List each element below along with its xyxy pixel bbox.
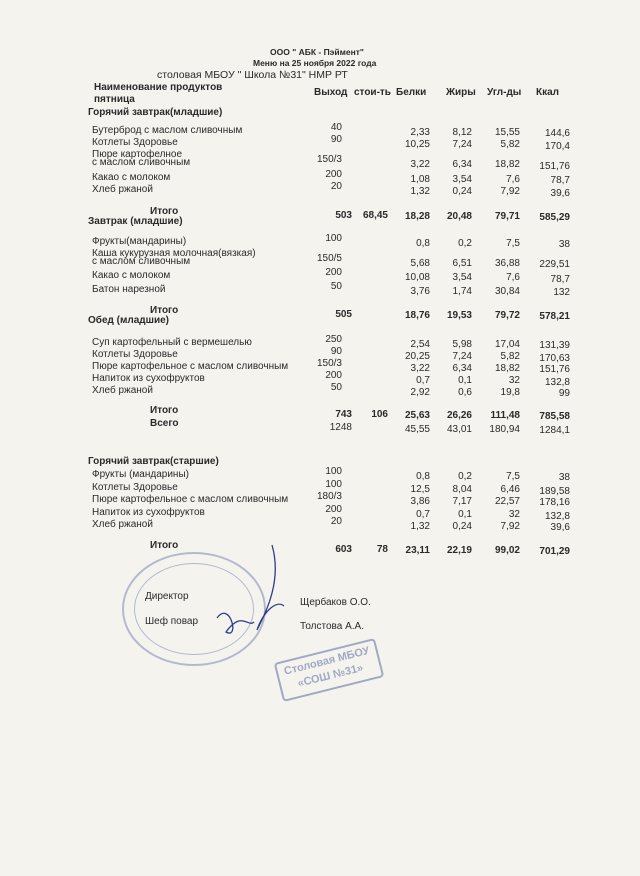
dish-kcal: 132,8	[544, 377, 570, 388]
dish-fat: 7,24	[452, 351, 472, 362]
dish-output: 50	[330, 281, 342, 292]
total-label: Итого	[150, 540, 179, 551]
dish-protein: 3,86	[410, 496, 430, 507]
dish-protein: 3,76	[410, 286, 430, 297]
total-protein: 23,11	[405, 545, 430, 556]
section-title: Обед (младшие)	[88, 315, 170, 326]
col-protein: Белки	[396, 87, 427, 98]
col-day: пятница	[94, 94, 135, 105]
dish-carbs: 7,5	[506, 471, 520, 482]
grand-kcal: 1284,1	[539, 425, 570, 436]
chef-label: Шеф повар	[145, 616, 199, 627]
dish-fat: 6,51	[452, 258, 472, 269]
dish-output: 90	[330, 134, 342, 145]
dish-output: 200	[325, 169, 342, 180]
total-label: Итого	[150, 305, 179, 316]
dish-protein: 12,5	[410, 484, 430, 495]
total-fat: 22,19	[446, 545, 472, 556]
col-name: Наименование продуктов	[94, 82, 223, 93]
total-cost: 106	[371, 409, 388, 420]
dish-protein: 1,32	[410, 521, 430, 532]
col-cost: стои-ть	[354, 87, 391, 98]
dish-kcal: 132,8	[544, 511, 570, 522]
dish-output: 180/3	[316, 491, 342, 502]
dish-fat: 6,34	[452, 363, 472, 374]
dish-carbs: 6,46	[500, 484, 520, 495]
dish-name: Хлеб ржаной	[92, 184, 153, 195]
dish-kcal: 38	[558, 239, 570, 250]
grand-protein: 45,55	[404, 424, 430, 435]
dish-output: 100	[325, 233, 342, 244]
total-output: 603	[335, 544, 352, 555]
total-fat: 26,26	[446, 410, 472, 421]
total-carbs: 111,48	[490, 410, 520, 421]
dish-name: Напиток из сухофруктов	[92, 373, 205, 384]
dish-output: 150/3	[316, 358, 342, 369]
dish-output: 200	[325, 370, 342, 381]
menu-date: Меню на 25 ноября 2022 года	[253, 58, 377, 68]
dish-protein: 1,08	[410, 174, 430, 185]
grand-fat: 43,01	[446, 424, 472, 435]
dish-name: Суп картофельный с вермешелью	[92, 337, 252, 348]
dish-fat: 1,74	[452, 286, 472, 297]
total-fat: 19,53	[446, 310, 472, 321]
dish-carbs: 32	[508, 509, 520, 520]
dish-kcal: 170,63	[539, 353, 570, 364]
section-title: Горячий завтрак(старшие)	[88, 456, 219, 467]
dish-name: Котлеты Здоровье	[92, 137, 178, 148]
dish-name: Пюре картофельное с маслом сливочным	[92, 361, 289, 372]
total-fat: 20,48	[446, 211, 472, 222]
dish-name: Фрукты (мандарины)	[92, 469, 189, 480]
grand-output: 1248	[329, 422, 352, 433]
dish-carbs: 7,6	[506, 174, 520, 185]
dish-carbs: 30,84	[494, 286, 520, 297]
dish-output: 20	[330, 181, 342, 192]
grand-carbs: 180,94	[489, 424, 520, 435]
dish-protein: 5,68	[410, 258, 430, 269]
dish-carbs: 7,5	[506, 238, 520, 249]
dish-output: 150/5	[316, 253, 342, 264]
dish-name: Какао с молоком	[92, 270, 171, 281]
section-title: Завтрак (младшие)	[88, 216, 183, 227]
section-title: Горячий завтрак(младшие)	[88, 107, 223, 118]
dish-fat: 5,98	[452, 339, 472, 350]
dish-name: Хлеб ржаной	[92, 519, 153, 530]
dish-name: Какао с молоком	[92, 172, 171, 183]
total-carbs: 79,71	[494, 211, 520, 222]
dish-carbs: 7,6	[506, 272, 520, 283]
dish-fat: 3,54	[452, 272, 472, 283]
dish-name: Котлеты Здоровье	[92, 349, 178, 360]
dish-protein: 3,22	[410, 363, 430, 374]
dish-fat: 8,04	[452, 484, 472, 495]
total-kcal: 701,29	[539, 546, 570, 557]
dish-carbs: 5,82	[500, 139, 520, 150]
dish-kcal: 38	[558, 472, 570, 483]
dish-carbs: 5,82	[500, 351, 520, 362]
dish-protein: 3,22	[410, 159, 430, 170]
dish-output: 50	[330, 382, 342, 393]
dish-protein: 1,32	[410, 186, 430, 197]
dish-name: Пюре картофелное	[92, 149, 183, 160]
total-protein: 18,28	[404, 211, 430, 222]
dish-output: 100	[325, 466, 342, 477]
dish-kcal: 39,6	[550, 188, 570, 199]
dish-fat: 0,6	[458, 387, 472, 398]
dish-carbs: 7,92	[500, 186, 520, 197]
total-protein: 25,63	[404, 410, 430, 421]
dish-fat: 8,12	[452, 127, 472, 138]
director-label: Директор	[145, 591, 189, 602]
dish-output: 100	[325, 479, 342, 490]
total-label: Итого	[150, 206, 179, 217]
dish-output: 40	[330, 122, 342, 133]
dish-kcal: 39,6	[550, 522, 570, 533]
dish-fat: 7,17	[452, 496, 472, 507]
dish-output: 20	[330, 516, 342, 527]
dish-name: с маслом сливочным	[92, 256, 191, 267]
total-carbs: 99,02	[494, 545, 520, 556]
dish-kcal: 178,16	[539, 497, 570, 508]
col-kcal: Ккал	[536, 87, 560, 98]
total-cost: 78	[376, 544, 388, 555]
dish-carbs: 32	[508, 375, 520, 386]
total-kcal: 785,58	[539, 411, 570, 422]
dish-output: 200	[325, 504, 342, 515]
dish-output: 90	[330, 346, 342, 357]
dish-protein: 2,33	[410, 127, 430, 138]
col-output: Выход	[314, 87, 348, 98]
dish-name: Бутерброд с маслом сливочным	[92, 125, 243, 136]
total-kcal: 578,21	[539, 311, 570, 322]
dish-carbs: 18,82	[494, 159, 520, 170]
grand-total-label: Всего	[150, 418, 179, 429]
dish-kcal: 131,39	[539, 340, 570, 351]
dish-name: Котлеты Здоровье	[92, 482, 178, 493]
col-carbs: Угл-ды	[487, 87, 522, 98]
canteen-stamp: Столовая МБОУ «СОШ №31»	[274, 638, 385, 702]
dish-output: 250	[325, 334, 342, 345]
dish-fat: 3,54	[452, 174, 472, 185]
dish-fat: 6,34	[452, 159, 472, 170]
dish-carbs: 17,04	[494, 339, 520, 350]
dish-carbs: 19,8	[500, 387, 520, 398]
dish-kcal: 144,6	[544, 128, 570, 139]
dish-fat: 0,2	[458, 238, 472, 249]
dish-name: Фрукты(мандарины)	[92, 236, 187, 247]
dish-protein: 0,8	[416, 471, 430, 482]
total-label: Итого	[150, 405, 179, 416]
dish-name: Напиток из сухофруктов	[92, 507, 205, 518]
dish-fat: 0,1	[458, 509, 472, 520]
dish-kcal: 189,58	[539, 486, 570, 497]
signature-scribble	[212, 540, 302, 640]
dish-kcal: 78,7	[550, 175, 570, 186]
dish-output: 200	[325, 267, 342, 278]
dish-protein: 0,7	[416, 375, 430, 386]
dish-protein: 0,8	[416, 238, 430, 249]
total-cost: 68,45	[362, 210, 388, 221]
total-output: 503	[335, 210, 352, 221]
dish-protein: 0,7	[416, 509, 430, 520]
dish-name: с маслом сливочным	[92, 157, 191, 168]
dish-carbs: 18,82	[494, 363, 520, 374]
total-output: 505	[335, 309, 352, 320]
dish-carbs: 15,55	[494, 127, 520, 138]
school-name: столовая МБОУ " Школа №31" НМР РТ	[157, 69, 348, 81]
total-carbs: 79,72	[494, 310, 520, 321]
director-name: Щербаков О.О.	[300, 597, 371, 608]
dish-protein: 10,25	[404, 139, 430, 150]
dish-fat: 0,24	[452, 521, 472, 532]
total-kcal: 585,29	[539, 212, 570, 223]
total-protein: 18,76	[404, 310, 430, 321]
dish-protein: 20,25	[404, 351, 430, 362]
dish-kcal: 151,76	[539, 364, 570, 375]
dish-protein: 2,54	[410, 339, 430, 350]
dish-carbs: 22,57	[494, 496, 520, 507]
dish-carbs: 36,88	[494, 258, 520, 269]
dish-protein: 10,08	[404, 272, 430, 283]
chef-name: Толстова А.А.	[300, 621, 364, 632]
dish-fat: 7,24	[452, 139, 472, 150]
dish-name: Пюре картофельное с маслом сливочным	[92, 494, 289, 505]
org-name: ООО " АБК - Пэймент"	[270, 47, 364, 57]
dish-name: Хлеб ржаной	[92, 385, 153, 396]
dish-fat: 0,24	[452, 186, 472, 197]
dish-protein: 2,92	[410, 387, 430, 398]
dish-fat: 0,2	[458, 471, 472, 482]
dish-kcal: 78,7	[550, 274, 570, 285]
dish-fat: 0,1	[458, 375, 472, 386]
dish-kcal: 151,76	[539, 161, 570, 172]
col-fat: Жиры	[446, 87, 476, 98]
dish-kcal: 132	[553, 287, 570, 298]
dish-kcal: 170,4	[544, 141, 570, 152]
dish-name: Батон нарезной	[92, 284, 166, 295]
dish-name: Каша кукурузная молочная(вязкая)	[92, 248, 256, 259]
dish-kcal: 229,51	[539, 259, 570, 270]
dish-carbs: 7,92	[500, 521, 520, 532]
dish-output: 150/3	[316, 154, 342, 165]
dish-kcal: 99	[558, 388, 570, 399]
total-output: 743	[335, 409, 352, 420]
